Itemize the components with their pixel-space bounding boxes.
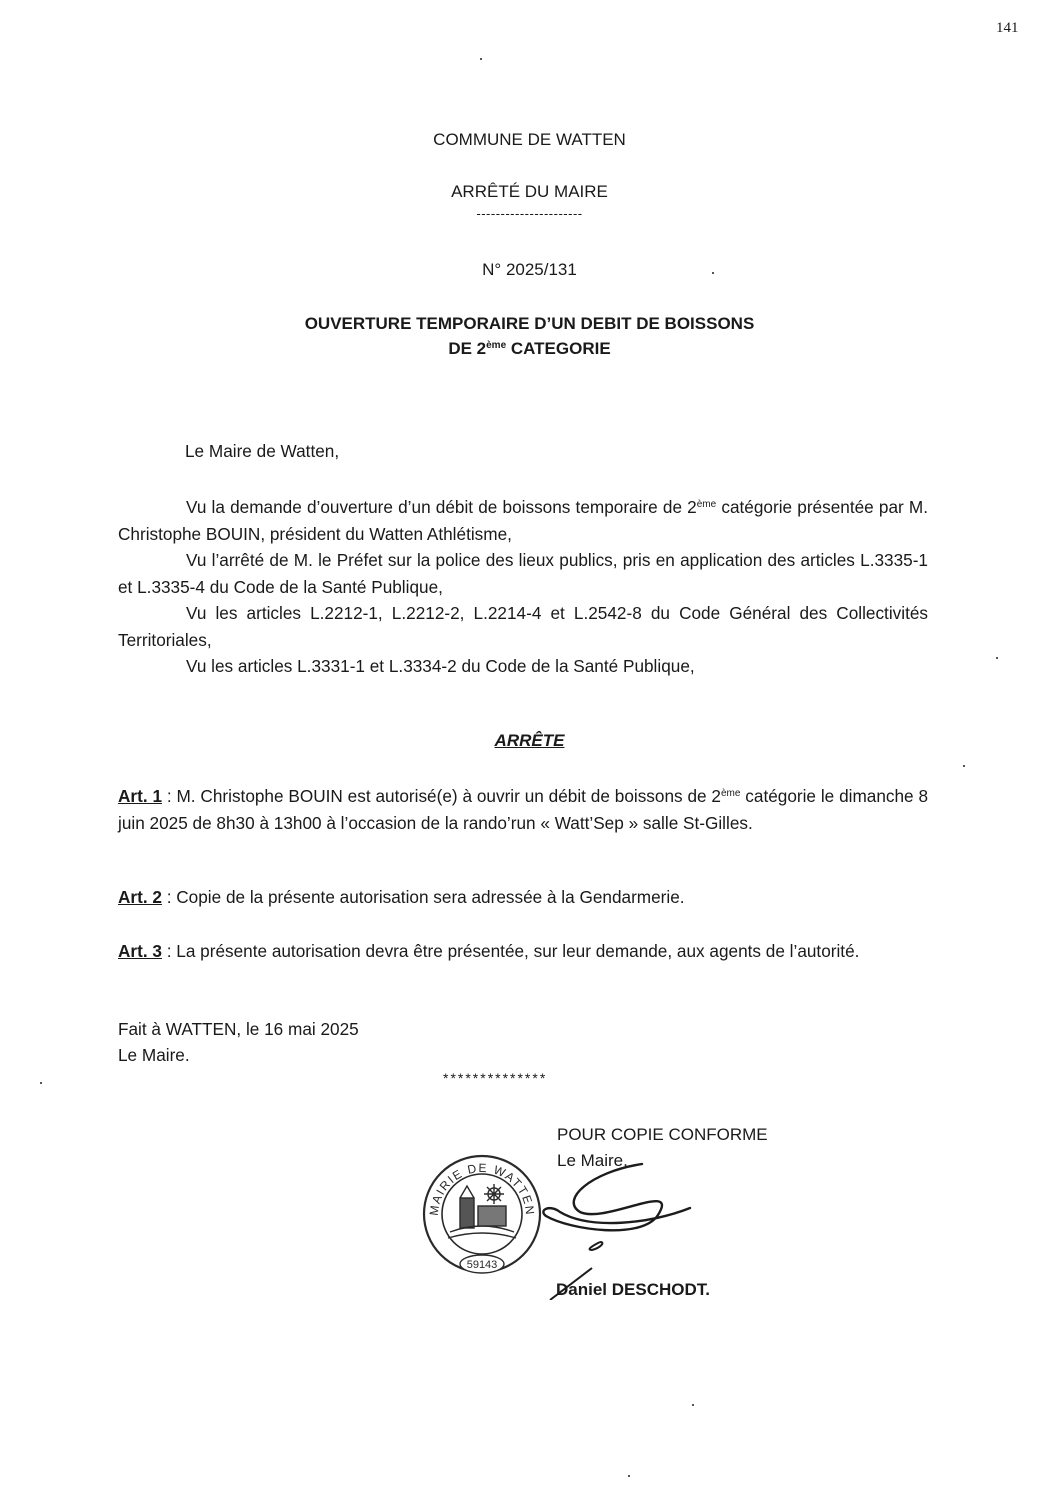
official-stamp bbox=[420, 1150, 545, 1280]
article-1-label: Art. 1 bbox=[118, 786, 163, 806]
copy-role: Le Maire, bbox=[557, 1151, 628, 1170]
scan-speck bbox=[996, 657, 998, 659]
place-date: Fait à WATTEN, le 16 mai 2025 bbox=[118, 1019, 359, 1039]
article-2 bbox=[118, 884, 928, 911]
scan-speck bbox=[692, 1404, 694, 1406]
consideration-1-sup: ème bbox=[696, 499, 717, 510]
stamp-emblem bbox=[448, 1184, 516, 1238]
article-3-label: Art. 3 bbox=[118, 941, 162, 961]
act-title-line2 bbox=[0, 339, 1059, 359]
page-number: 141 bbox=[996, 20, 1019, 36]
scan-speck bbox=[712, 272, 714, 274]
commune-heading: COMMUNE DE WATTEN bbox=[433, 130, 626, 149]
article-2-label: Art. 2 bbox=[118, 887, 162, 907]
consideration-3: Vu les articles L.2212-1, L.2212-2, L.2214-4 et L.2542-8 du Code Général des Collectivités Territoriales, bbox=[118, 603, 928, 650]
article-1-pre: : M. Christophe BOUIN est autorisé(e) à ouvrir un débit de boissons de 2 bbox=[162, 786, 721, 806]
article-2-text: : Copie de la présente autorisation sera adressée à la Gendarmerie. bbox=[161, 887, 685, 907]
stamp-postcode: 59143 bbox=[466, 1259, 498, 1271]
scan-speck bbox=[628, 1475, 630, 1477]
act-type-heading: ARRÊTÉ DU MAIRE bbox=[451, 182, 608, 201]
considerations bbox=[118, 492, 928, 680]
title-line2-sup: ème bbox=[486, 340, 507, 351]
handwritten-signature bbox=[530, 1160, 710, 1300]
act-number: N° 2025/131 bbox=[482, 260, 577, 279]
closing-role: Le Maire. bbox=[118, 1045, 190, 1065]
consideration-1-pre: Vu la demande d’ouverture d’un débit de boissons temporaire de 2 bbox=[186, 497, 697, 517]
stamp-ring-text: MAIRIE DE WATTEN bbox=[426, 1160, 538, 1217]
consideration-2: Vu l’arrêté de M. le Préfet sur la police des lieux publics, pris en application des articles L.3335-1 et L.3335-4 du Code de la Santé Publique, bbox=[118, 550, 928, 597]
signer-name: Daniel DESCHODT. bbox=[556, 1280, 710, 1299]
consideration-4: Vu les articles L.3331-1 et L.3334-2 du Code de la Santé Publique, bbox=[186, 656, 695, 676]
decision-heading: ARRÊTE bbox=[494, 731, 565, 750]
article-1-sup: ème bbox=[720, 788, 741, 799]
salutation: Le Maire de Watten, bbox=[185, 441, 340, 461]
article-1 bbox=[118, 780, 928, 837]
stars-separator: ************** bbox=[443, 1070, 548, 1086]
article-3-text: : La présente autorisation devra être présentée, sur leur demande, aux agents de l’autorité. bbox=[161, 941, 860, 961]
scan-speck bbox=[963, 765, 965, 767]
header-separator: ---------------------- bbox=[476, 206, 583, 221]
scan-speck bbox=[480, 58, 482, 60]
copy-label: POUR COPIE CONFORME bbox=[557, 1125, 768, 1144]
act-title-line1: OUVERTURE TEMPORAIRE D’UN DEBIT DE BOISSONS bbox=[304, 314, 755, 333]
title-line2-pre: DE 2 bbox=[448, 339, 487, 358]
consideration-1 bbox=[118, 492, 928, 547]
closing-block bbox=[118, 1016, 359, 1068]
scan-speck bbox=[40, 1082, 42, 1084]
consideration-1-post: catégorie présentée par M. Christophe BOUIN, président du Watten Athlétisme, bbox=[118, 497, 928, 544]
article-1-post: catégorie le dimanche 8 juin 2025 de 8h30 à 13h00 à l’occasion de la rando’run « Watt’Sep » salle St-Gilles. bbox=[118, 786, 929, 833]
title-line2-post: CATEGORIE bbox=[506, 339, 611, 358]
article-3 bbox=[118, 938, 928, 965]
